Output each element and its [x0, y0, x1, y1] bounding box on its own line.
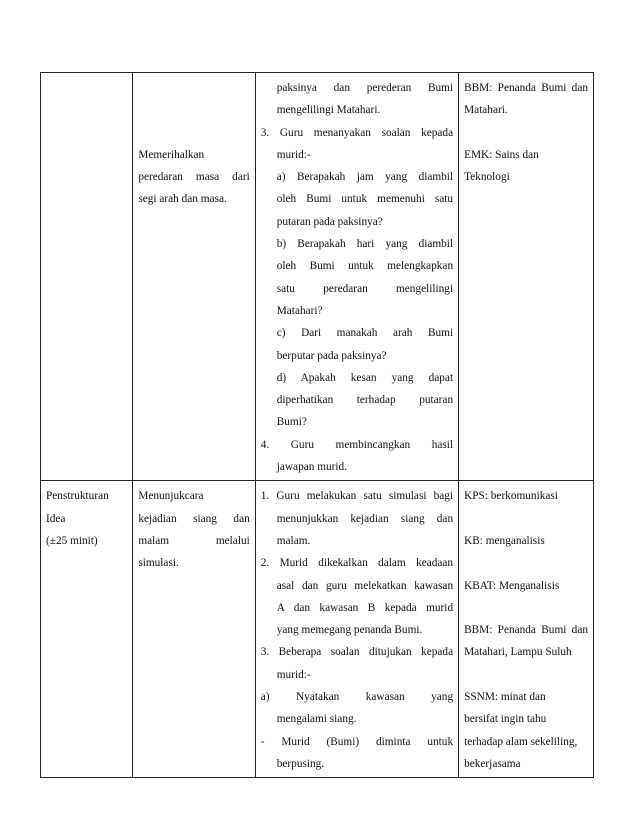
cell-line: murid:-: [276, 668, 311, 681]
stage-cell: [41, 73, 133, 481]
cell-line: a) Berapakah jam yang diambil: [276, 171, 454, 184]
cell-line: mengelilingi Matahari.: [276, 104, 381, 117]
cell-line: Teknologi: [464, 171, 510, 184]
cell-line: kejadian siang dan: [138, 512, 250, 525]
cell-line: BBM: Penanda Bumi dan: [464, 624, 588, 637]
cell-line: paksinya dan perederan Bumi: [276, 82, 454, 94]
cell-line: - Murid (Bumi) diminta untuk: [260, 735, 454, 748]
cell-line: jawapan murid.: [276, 461, 348, 474]
cell-line: d) Apakah kesan yang dapat: [276, 371, 454, 384]
lesson-plan-table: [40, 72, 594, 778]
cell-line: diperhatikan terhadap putaran: [276, 394, 454, 407]
cell-line: terhadap alam sekeliling,: [464, 735, 578, 748]
cell-line: 1. Guru melakukan satu simulasi bagi: [260, 490, 454, 503]
cell-line: Menunjukcara: [138, 490, 204, 503]
cell-line: KPS: berkomunikasi: [464, 490, 558, 503]
cell-line: murid:-: [276, 148, 311, 161]
cell-line: bersifat ingin tahu: [464, 713, 547, 726]
stage-cell: [41, 481, 133, 778]
cell-line: Idea: [46, 512, 66, 525]
cell-line: berpusing.: [276, 757, 325, 770]
cell-line: peredaran masa dari: [138, 171, 250, 184]
cell-line: asal dan guru melekatkan kawasan: [276, 579, 454, 592]
activity-cell: [255, 481, 458, 778]
table-row: [41, 481, 594, 778]
cell-line: yang memegang penanda Bumi.: [276, 624, 423, 637]
cell-line: satu peredaran mengelilingi: [276, 282, 454, 295]
cell-line: berputar pada paksinya?: [276, 349, 387, 362]
cell-line: putaran pada paksinya?: [276, 215, 383, 228]
activity-cell: [255, 73, 458, 481]
cell-line: Penstrukturan: [46, 490, 109, 503]
notes-cell: [459, 73, 594, 481]
objective-cell: [133, 73, 255, 481]
cell-line: KB: menganalisis: [464, 534, 545, 547]
cell-line: A dan kawasan B kepada murid: [276, 601, 454, 614]
table-row: [41, 73, 594, 481]
cell-line: oleh Bumi untuk memenuhi satu: [276, 193, 454, 206]
cell-line: b) Berapakah hari yang diambil: [276, 238, 454, 251]
cell-line: menunjukkan kejadian siang dan: [276, 512, 454, 525]
cell-line: segi arah dan masa.: [138, 193, 227, 206]
cell-line: 3. Beberapa soalan ditujukan kepada: [260, 646, 454, 659]
cell-line: (±25 minit): [46, 534, 98, 547]
cell-line: Bumi?: [276, 416, 307, 429]
cell-line: bekerjasama: [464, 757, 521, 770]
cell-line: KBAT: Menganalisis: [464, 579, 560, 592]
cell-line: Matahari.: [464, 104, 508, 117]
cell-line: malam.: [276, 534, 311, 547]
cell-line: oleh Bumi untuk melengkapkan: [276, 260, 454, 273]
cell-line: 4. Guru membincangkan hasil: [260, 438, 454, 451]
cell-line: BBM: Penanda Bumi dan: [464, 82, 588, 94]
cell-line: c) Dari manakah arah Bumi: [276, 327, 454, 340]
objective-cell: [133, 481, 255, 778]
cell-line: 3. Guru menanyakan soalan kepada: [260, 126, 454, 139]
cell-line: 2. Murid dikekalkan dalam keadaan: [260, 557, 454, 570]
cell-line: EMK: Sains dan: [464, 148, 539, 161]
cell-line: a) Nyatakan kawasan yang: [260, 691, 454, 704]
cell-line: malam melalui: [138, 534, 250, 547]
cell-line: Memerihalkan: [138, 148, 205, 161]
notes-cell: [459, 481, 594, 778]
cell-line: SSNM: minat dan: [464, 691, 546, 704]
cell-line: Matahari, Lampu Suluh: [464, 646, 572, 659]
cell-line: mengalami siang.: [276, 713, 357, 726]
cell-line: Matahari?: [276, 304, 323, 317]
cell-line: simulasi.: [138, 557, 179, 570]
